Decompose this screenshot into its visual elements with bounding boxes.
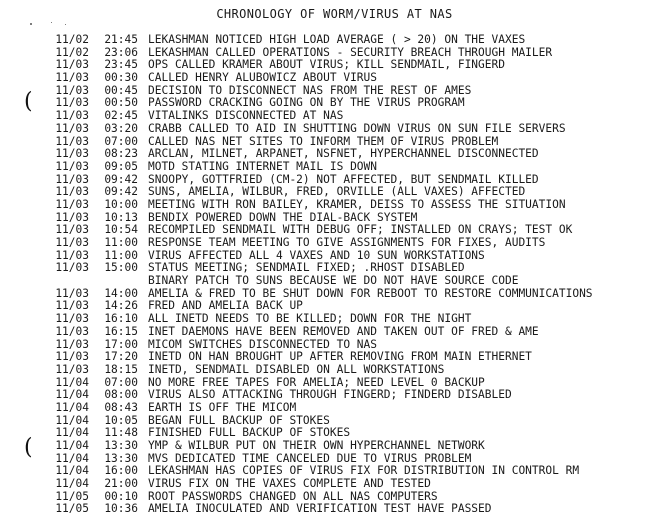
entry-event: LEKASHMAN NOTICED HIGH LOAD AVERAGE ( > 20) ON THE VAXES (148, 33, 526, 46)
chronology-entry (51, 364, 661, 377)
entry-date: 11/03 (55, 337, 89, 351)
entry-event: LEKASHMAN HAS COPIES OF VIRUS FIX FOR DISTRIBUTION IN CONTROL RM (148, 464, 580, 478)
entry-date: 11/03 (55, 121, 89, 135)
entry-date: 11/03 (55, 248, 89, 262)
entry-date: 11/03 (55, 362, 89, 376)
entry-event: CALLED NAS NET SITES TO INFORM THEM OF VIRUS PROBLEM (148, 134, 499, 148)
entry-event: ALL INETD NEEDS TO BE KILLED; DOWN FOR THE NIGHT (148, 312, 472, 326)
chronology-entry (51, 503, 661, 516)
entry-time: 15:00 (104, 261, 138, 275)
chronology-entry (51, 34, 661, 47)
entry-event: BENDIX POWERED DOWN THE DIAL-BACK SYSTEM (148, 210, 418, 224)
entry-event: BINARY PATCH TO SUNS BECAUSE WE DO NOT HAVE SOURCE CODE (148, 274, 519, 288)
entry-date: 11/03 (55, 71, 89, 85)
entry-time: 10:00 (104, 197, 138, 211)
entry-event: BEGAN FULL BACKUP OF STOKES (148, 413, 330, 427)
chronology-entry (51, 402, 661, 415)
entry-date: 11/03 (55, 185, 89, 199)
entry-time: 10:36 (104, 502, 138, 516)
entry-time: 16:00 (104, 464, 138, 478)
document-title: CHRONOLOGY OF WORM/VIRUS AT NAS (216, 7, 453, 21)
entry-date: 11/04 (55, 375, 89, 389)
entry-date: 11/03 (55, 197, 89, 211)
entry-event: CRABB CALLED TO AID IN SHUTTING DOWN VIRUS ON SUN FILE SERVERS (148, 121, 566, 135)
entry-time: 14:26 (104, 299, 138, 313)
entry-time: 13:30 (104, 439, 138, 452)
entry-event: VITALINKS DISCONNECTED AT NAS (148, 109, 344, 123)
chronology-entry (51, 351, 661, 364)
chronology-entry (51, 123, 661, 136)
entry-event: OPS CALLED KRAMER ABOUT VIRUS; KILL SENDMAIL, FINGERD (148, 58, 505, 72)
entry-date: 11/03 (55, 134, 89, 148)
entry-date: 11/03 (55, 83, 89, 97)
entry-date: 11/04 (55, 439, 89, 452)
entry-date: 11/03 (55, 236, 89, 249)
entry-time: 10:13 (104, 210, 138, 224)
binder-hole-mark: ( (24, 89, 33, 114)
entry-time: 08:00 (104, 388, 138, 402)
chronology-entry (51, 110, 661, 123)
entry-date: 11/03 (55, 350, 89, 364)
entry-event: AMELIA & FRED TO BE SHUT DOWN FOR REBOOT TO RESTORE COMMUNICATIONS (148, 286, 593, 300)
entry-date: 11/03 (55, 172, 89, 186)
entry-event: DECISION TO DISCONNECT NAS FROM THE REST OF AMES (148, 83, 472, 97)
entry-date: 11/03 (55, 286, 89, 300)
entry-date: 11/03 (55, 210, 89, 224)
entry-event: RECOMPILED SENDMAIL WITH DEBUG OFF; INSTALLED ON CRAYS; TEST OK (148, 223, 573, 237)
entry-event: INETD, SENDMAIL DISABLED ON ALL WORKSTATIONS (148, 362, 445, 376)
entry-event: AMELIA INOCULATED AND VERIFICATION TEST HAVE PASSED (148, 502, 492, 516)
chronology-entry (51, 275, 661, 288)
entry-time: 21:45 (104, 33, 138, 46)
entry-date: 11/03 (55, 299, 89, 313)
entry-event: SNOOPY, GOTTFRIED (CM-2) NOT AFFECTED, BUT SENDMAIL KILLED (148, 172, 539, 186)
entry-date: 11/04 (55, 400, 89, 414)
entry-event: VIRUS ALSO ATTACKING THROUGH FINGERD; FINDERD DISABLED (148, 388, 512, 402)
entry-date: 11/03 (55, 96, 89, 110)
entry-time: 21:00 (104, 477, 138, 491)
entry-time: 09:05 (104, 159, 138, 173)
entry-time: 17:00 (104, 337, 138, 351)
entry-time: 11:48 (104, 426, 138, 440)
entry-date: 11/03 (55, 223, 89, 237)
chronology-entry (51, 148, 661, 161)
chronology-entry (51, 415, 661, 428)
entry-date: 11/03 (55, 109, 89, 123)
chronology-entry (51, 199, 661, 212)
entry-time: 00:45 (104, 83, 138, 97)
entry-time: 14:00 (104, 286, 138, 300)
chronology-entry (51, 72, 661, 85)
chronology-entry (51, 440, 661, 453)
entry-time: 18:15 (104, 362, 138, 376)
entry-event: STATUS MEETING; SENDMAIL FIXED; .RHOST DISABLED (148, 261, 465, 275)
chronology-entry (51, 478, 661, 491)
scan-speck (65, 24, 66, 25)
entry-date: 11/03 (55, 58, 89, 72)
entry-event: MICOM SWITCHES DISCONNECTED TO NAS (148, 337, 378, 351)
entry-time: 11:00 (104, 236, 138, 249)
entry-date: 11/02 (55, 33, 89, 46)
entry-time: 16:15 (104, 324, 138, 338)
entry-event: VIRUS AFFECTED ALL 4 VAXES AND 10 SUN WORKSTATIONS (148, 248, 485, 262)
entry-event: PASSWORD CRACKING GOING ON BY THE VIRUS PROGRAM (148, 96, 465, 110)
entry-event: INETD ON HAN BROUGHT UP AFTER REMOVING FROM MAIN ETHERNET (148, 350, 532, 364)
entry-time: 10:05 (104, 413, 138, 427)
entry-date: 11/04 (55, 413, 89, 427)
entry-time: 09:42 (104, 185, 138, 199)
entry-event: NO MORE FREE TAPES FOR AMELIA; NEED LEVEL 0 BACKUP (148, 375, 485, 389)
entry-time: 10:54 (104, 223, 138, 237)
entry-event: YMP & WILBUR PUT ON THEIR OWN HYPERCHANNEL NETWORK (148, 439, 485, 452)
chronology-entry (51, 313, 661, 326)
chronology-entry (51, 237, 661, 250)
entry-event: LEKASHMAN CALLED OPERATIONS - SECURITY BREACH THROUGH MAILER (148, 45, 553, 59)
entry-event: SUNS, AMELIA, WILBUR, FRED, ORVILLE (ALL VAXES) AFFECTED (148, 185, 526, 199)
scan-speck (30, 23, 32, 25)
chronology-log (51, 34, 661, 516)
entry-date: 11/04 (55, 451, 89, 465)
entry-time: 07:00 (104, 375, 138, 389)
entry-event: FINISHED FULL BACKUP OF STOKES (148, 426, 351, 440)
entry-time: 16:10 (104, 312, 138, 326)
entry-time: 23:06 (104, 45, 138, 59)
entry-date: 11/05 (55, 502, 89, 516)
entry-time: 11:00 (104, 248, 138, 262)
entry-date: 11/02 (55, 45, 89, 59)
entry-event: CALLED HENRY ALUBOWICZ ABOUT VIRUS (148, 71, 378, 85)
chronology-entry (51, 288, 661, 301)
entry-date: 11/04 (55, 426, 89, 440)
entry-time: 08:23 (104, 147, 138, 161)
entry-date: 11/04 (55, 388, 89, 402)
entry-event: ARCLAN, MILNET, ARPANET, NSFNET, HYPERCHANNEL DISCONNECTED (148, 147, 539, 161)
entry-event: MOTD STATING INTERNET MAIL IS DOWN (148, 159, 378, 173)
entry-time: 17:20 (104, 350, 138, 364)
entry-event: ROOT PASSWORDS CHANGED ON ALL NAS COMPUTERS (148, 489, 438, 503)
entry-event: VIRUS FIX ON THE VAXES COMPLETE AND TESTED (148, 477, 431, 491)
entry-time: 00:10 (104, 489, 138, 503)
entry-time: 00:30 (104, 71, 138, 85)
entry-event: FRED AND AMELIA BACK UP (148, 299, 303, 313)
entry-date: 11/03 (55, 261, 89, 275)
scan-speck (51, 22, 52, 23)
entry-time: 08:43 (104, 400, 138, 414)
chronology-entry (51, 161, 661, 174)
entry-time: 00:50 (104, 96, 138, 110)
entry-time: 07:00 (104, 134, 138, 148)
entry-date: 11/05 (55, 489, 89, 503)
chronology-entry (51, 326, 661, 339)
entry-date: 11/04 (55, 477, 89, 491)
entry-date: 11/03 (55, 147, 89, 161)
entry-time: 03:20 (104, 121, 138, 135)
entry-event: INET DAEMONS HAVE BEEN REMOVED AND TAKEN OUT OF FRED & AME (148, 324, 539, 338)
chronology-entry (51, 97, 661, 110)
entry-date: 11/03 (55, 324, 89, 338)
entry-event: MEETING WITH RON BAILEY, KRAMER, DEISS TO ASSESS THE SITUATION (148, 197, 566, 211)
entry-event: MVS DEDICATED TIME CANCELED DUE TO VIRUS PROBLEM (148, 451, 472, 465)
entry-event: EARTH IS OFF THE MICOM (148, 400, 297, 414)
entry-time: 13:30 (104, 451, 138, 465)
entry-time: 23:45 (104, 58, 138, 72)
entry-date: 11/04 (55, 464, 89, 478)
entry-time: 09:42 (104, 172, 138, 186)
entry-date: 11/03 (55, 159, 89, 173)
binder-hole-mark: ( (24, 435, 33, 460)
entry-event: RESPONSE TEAM MEETING TO GIVE ASSIGNMENTS FOR FIXES, AUDITS (148, 236, 546, 249)
chronology-entry (51, 389, 661, 402)
entry-date: 11/03 (55, 312, 89, 326)
entry-time: 02:45 (104, 109, 138, 123)
